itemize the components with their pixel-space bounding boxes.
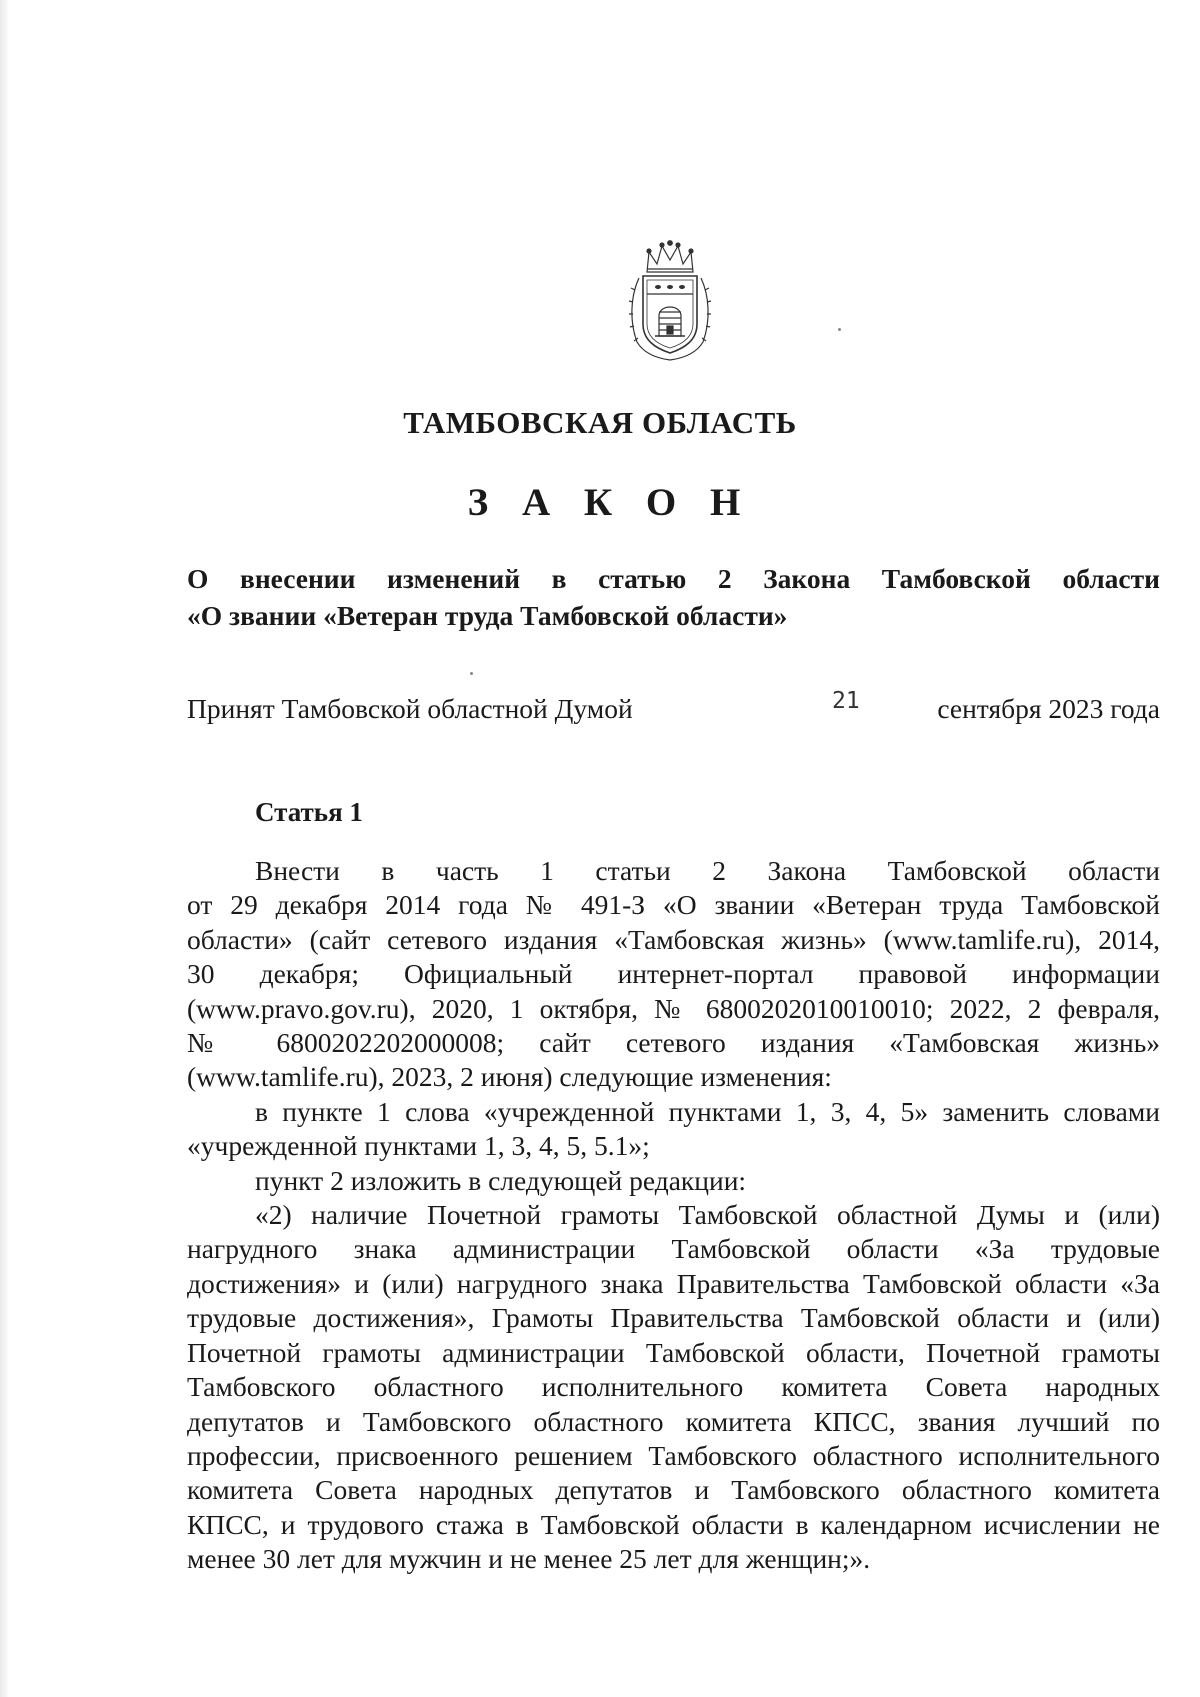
scan-edge-shadow bbox=[0, 0, 10, 1697]
text-line: «учрежденной пунктами 1, 3, 4, 5, 5.1»; bbox=[187, 1130, 650, 1162]
adoption-date: сентября 2023 года bbox=[937, 693, 1160, 724]
law-title-line: О внесении изменений в статью 2 Закона Тамбовской области bbox=[187, 563, 1160, 594]
text-line: в пункте 1 слова «учрежденной пунктами 1, 3, 4, 5» заменить словами bbox=[255, 1095, 1160, 1127]
region-name: ТАМБОВСКАЯ ОБЛАСТЬ bbox=[403, 405, 797, 440]
article-heading: Статья 1 bbox=[255, 797, 363, 827]
law-title bbox=[187, 560, 1160, 634]
adoption-text: Принят Тамбовской областной Думой bbox=[187, 693, 633, 724]
scan-speck bbox=[838, 328, 841, 331]
text-line: № 6800202202000008; сайт сетевого издания «Тамбовская жизнь» bbox=[187, 1027, 1160, 1059]
law-title-line: «О звании «Ветеран труда Тамбовской области» bbox=[187, 600, 788, 631]
text-line: пункт 2 изложить в следующей редакции: bbox=[255, 1164, 747, 1196]
text-line: профессии, присвоенного решением Тамбовского областного исполнительного bbox=[187, 1439, 1160, 1471]
text-line: Внести в часть 1 статьи 2 Закона Тамбовской области bbox=[255, 855, 1160, 886]
article-body bbox=[187, 854, 1160, 1577]
adoption-day: 21 bbox=[832, 688, 860, 714]
text-line: (www.pravo.gov.ru), 2020, 1 октября, № 6800202010010010; 2022, 2 февраля, bbox=[187, 992, 1160, 1024]
text-line: депутатов и Тамбовского областного комитета КПСС, звания лучший по bbox=[187, 1405, 1160, 1437]
text-line: Тамбовского областного исполнительного комитета Совета народных bbox=[187, 1371, 1160, 1403]
text-line: комитета Совета народных депутатов и Тамбовского областного комитета bbox=[187, 1474, 1160, 1506]
text-line: Почетной грамоты администрации Тамбовской области, Почетной грамоты bbox=[187, 1336, 1160, 1368]
text-line: «2) наличие Почетной грамоты Тамбовской областной Думы и (или) bbox=[255, 1199, 1160, 1231]
text-line: достижения» и (или) нагрудного знака Правительства Тамбовской области «За bbox=[187, 1267, 1160, 1299]
text-line: нагрудного знака администрации Тамбовской области «За трудовые bbox=[187, 1233, 1160, 1265]
scan-speck bbox=[470, 672, 473, 675]
document-type: З А К О Н bbox=[467, 481, 753, 524]
text-line: от 29 декабря 2014 года № 491-З «О звании «Ветеран труда Тамбовской bbox=[187, 889, 1160, 921]
text-line: 30 декабря; Официальный интернет-портал правовой информации bbox=[187, 958, 1160, 990]
text-line: области» (сайт сетевого издания «Тамбовская жизнь» (www.tamlife.ru), 2014, bbox=[187, 923, 1160, 955]
text-line: менее 30 лет для мужчин и не менее 25 лет для женщин;». bbox=[187, 1543, 871, 1575]
coat-of-arms-emblem bbox=[625, 240, 715, 365]
text-line: (www.tamlife.ru), 2023, 2 июня) следующие изменения: bbox=[187, 1061, 832, 1093]
text-line: трудовые достижения», Грамоты Правительства Тамбовской области и (или) bbox=[187, 1302, 1160, 1334]
text-line: КПСС, и трудового стажа в Тамбовской области в календарном исчислении не bbox=[187, 1508, 1160, 1540]
